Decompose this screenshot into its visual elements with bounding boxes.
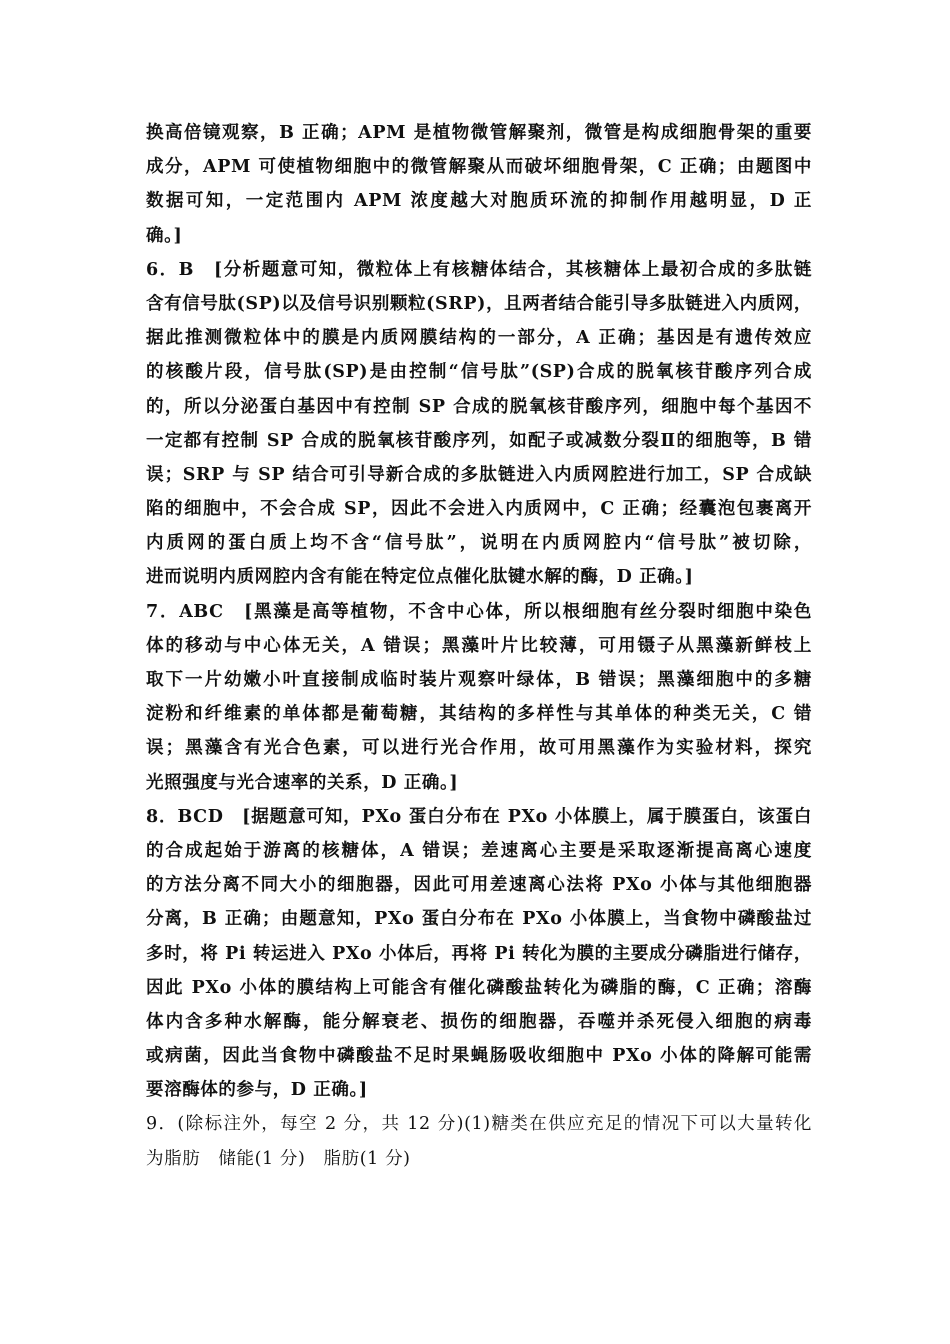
answer-paragraph-9 [146, 1107, 812, 1175]
text-line: 数据可知，一定范围内 APM 浓度越大对胞质环流的抑制作用越明显，D 正 [146, 191, 812, 212]
text-line: 6．B [分析题意可知，微粒体上有核糖体结合，其核糖体上最初合成的多肽链 [146, 259, 812, 280]
text-line: 换高倍镜观察，B 正确；APM 是植物微管解聚剂，微管是构成细胞骨架的重要 [146, 123, 812, 143]
text-line: 或病菌，因此当食物中磷酸盐不足时果蝇肠吸收细胞中 PXo 小体的降解可能需 [146, 1046, 812, 1067]
text-line: 据此推测微粒体中的膜是内质网膜结构的一部分，A 正确；基因是有遗传效应 [146, 328, 812, 349]
answer-document [146, 116, 812, 1176]
text-line: 的合成起始于游离的核糖体，A 错误；差速离心主要是采取逐渐提高离心速度 [146, 840, 812, 861]
text-line: 淀粉和纤维素的单体都是葡萄糖，其结构的多样性与其单体的种类无关，C 错 [146, 704, 812, 725]
text-line: 8．BCD [据题意可知，PXo 蛋白分布在 PXo 小体膜上，属于膜蛋白，该蛋白 [146, 806, 812, 827]
text-line: 体内含多种水解酶，能分解衰老、损伤的细胞器，吞噬并杀死侵入细胞的病毒 [146, 1011, 812, 1032]
text-line: 误；SRP 与 SP 结合可引导新合成的多肽链进入内质网腔进行加工，SP 合成缺 [146, 464, 812, 485]
text-line: 7．ABC [黑藻是高等植物，不含中心体，所以根细胞有丝分裂时细胞中染色 [146, 601, 812, 622]
text-line: 含有信号肽(SP)以及信号识别颗粒(SRP)，且两者结合能引导多肽链进入内质网， [146, 293, 812, 314]
text-line: 确。] [146, 225, 183, 246]
text-line: 内质网的蛋白质上均不含“信号肽”，说明在内质网腔内“信号肽”被切除， [146, 533, 812, 554]
text-line: 因此 PXo 小体的膜结构上可能含有催化磷酸盐转化为磷脂的酶，C 正确；溶酶 [146, 977, 812, 998]
answer-paragraph-8 [146, 800, 812, 1108]
text-line: 体的移动与中心体无关，A 错误；黑藻叶片比较薄，可用镊子从黑藻新鲜枝上 [146, 635, 812, 656]
text-line: 多时，将 Pi 转运进入 PXo 小体后，再将 Pi 转化为膜的主要成分磷脂进行储存， [146, 943, 812, 964]
text-line: 要溶酶体的参与，D 正确。] [146, 1080, 368, 1101]
text-line: 的方法分离不同大小的细胞器，因此可用差速离心法将 PXo 小体与其他细胞器 [146, 875, 812, 896]
text-line: 的核酸片段，信号肽(SP)是由控制“信号肽”(SP)合成的脱氧核苷酸序列合成 [146, 362, 812, 383]
text-line: 为脂肪 储能(1 分) 脂肪(1 分) [146, 1148, 411, 1169]
answer-paragraph-7 [146, 595, 812, 800]
text-line: 取下一片幼嫩小叶直接制成临时装片观察叶绿体，B 错误；黑藻细胞中的多糖 [146, 670, 812, 690]
text-line: 陷的细胞中，不会合成 SP，因此不会进入内质网中，C 正确；经囊泡包裹离开 [146, 499, 812, 520]
text-line: 9．(除标注外，每空 2 分，共 12 分)(1)糖类在供应充足的情况下可以大量转化 [146, 1114, 812, 1135]
answer-paragraph-6 [146, 253, 812, 595]
text-line: 分离，B 正确；由题意知，PXo 蛋白分布在 PXo 小体膜上，当食物中磷酸盐过 [146, 909, 812, 930]
text-line: 成分，APM 可使植物细胞中的微管解聚从而破坏细胞骨架，C 正确；由题图中 [146, 157, 812, 178]
text-line: 误；黑藻含有光合色素，可以进行光合作用，故可用黑藻作为实验材料，探究 [146, 738, 812, 759]
text-line: 进而说明内质网腔内含有能在特定位点催化肽键水解的酶，D 正确。] [146, 567, 694, 588]
text-line: 光照强度与光合速率的关系，D 正确。] [146, 772, 459, 793]
text-line: 一定都有控制 SP 合成的脱氧核苷酸序列，如配子或减数分裂Ⅱ的细胞等，B 错 [146, 430, 812, 451]
answer-paragraph-5-continued [146, 116, 812, 253]
text-line: 的，所以分泌蛋白基因中有控制 SP 合成的脱氧核苷酸序列，细胞中每个基因不 [146, 396, 812, 417]
